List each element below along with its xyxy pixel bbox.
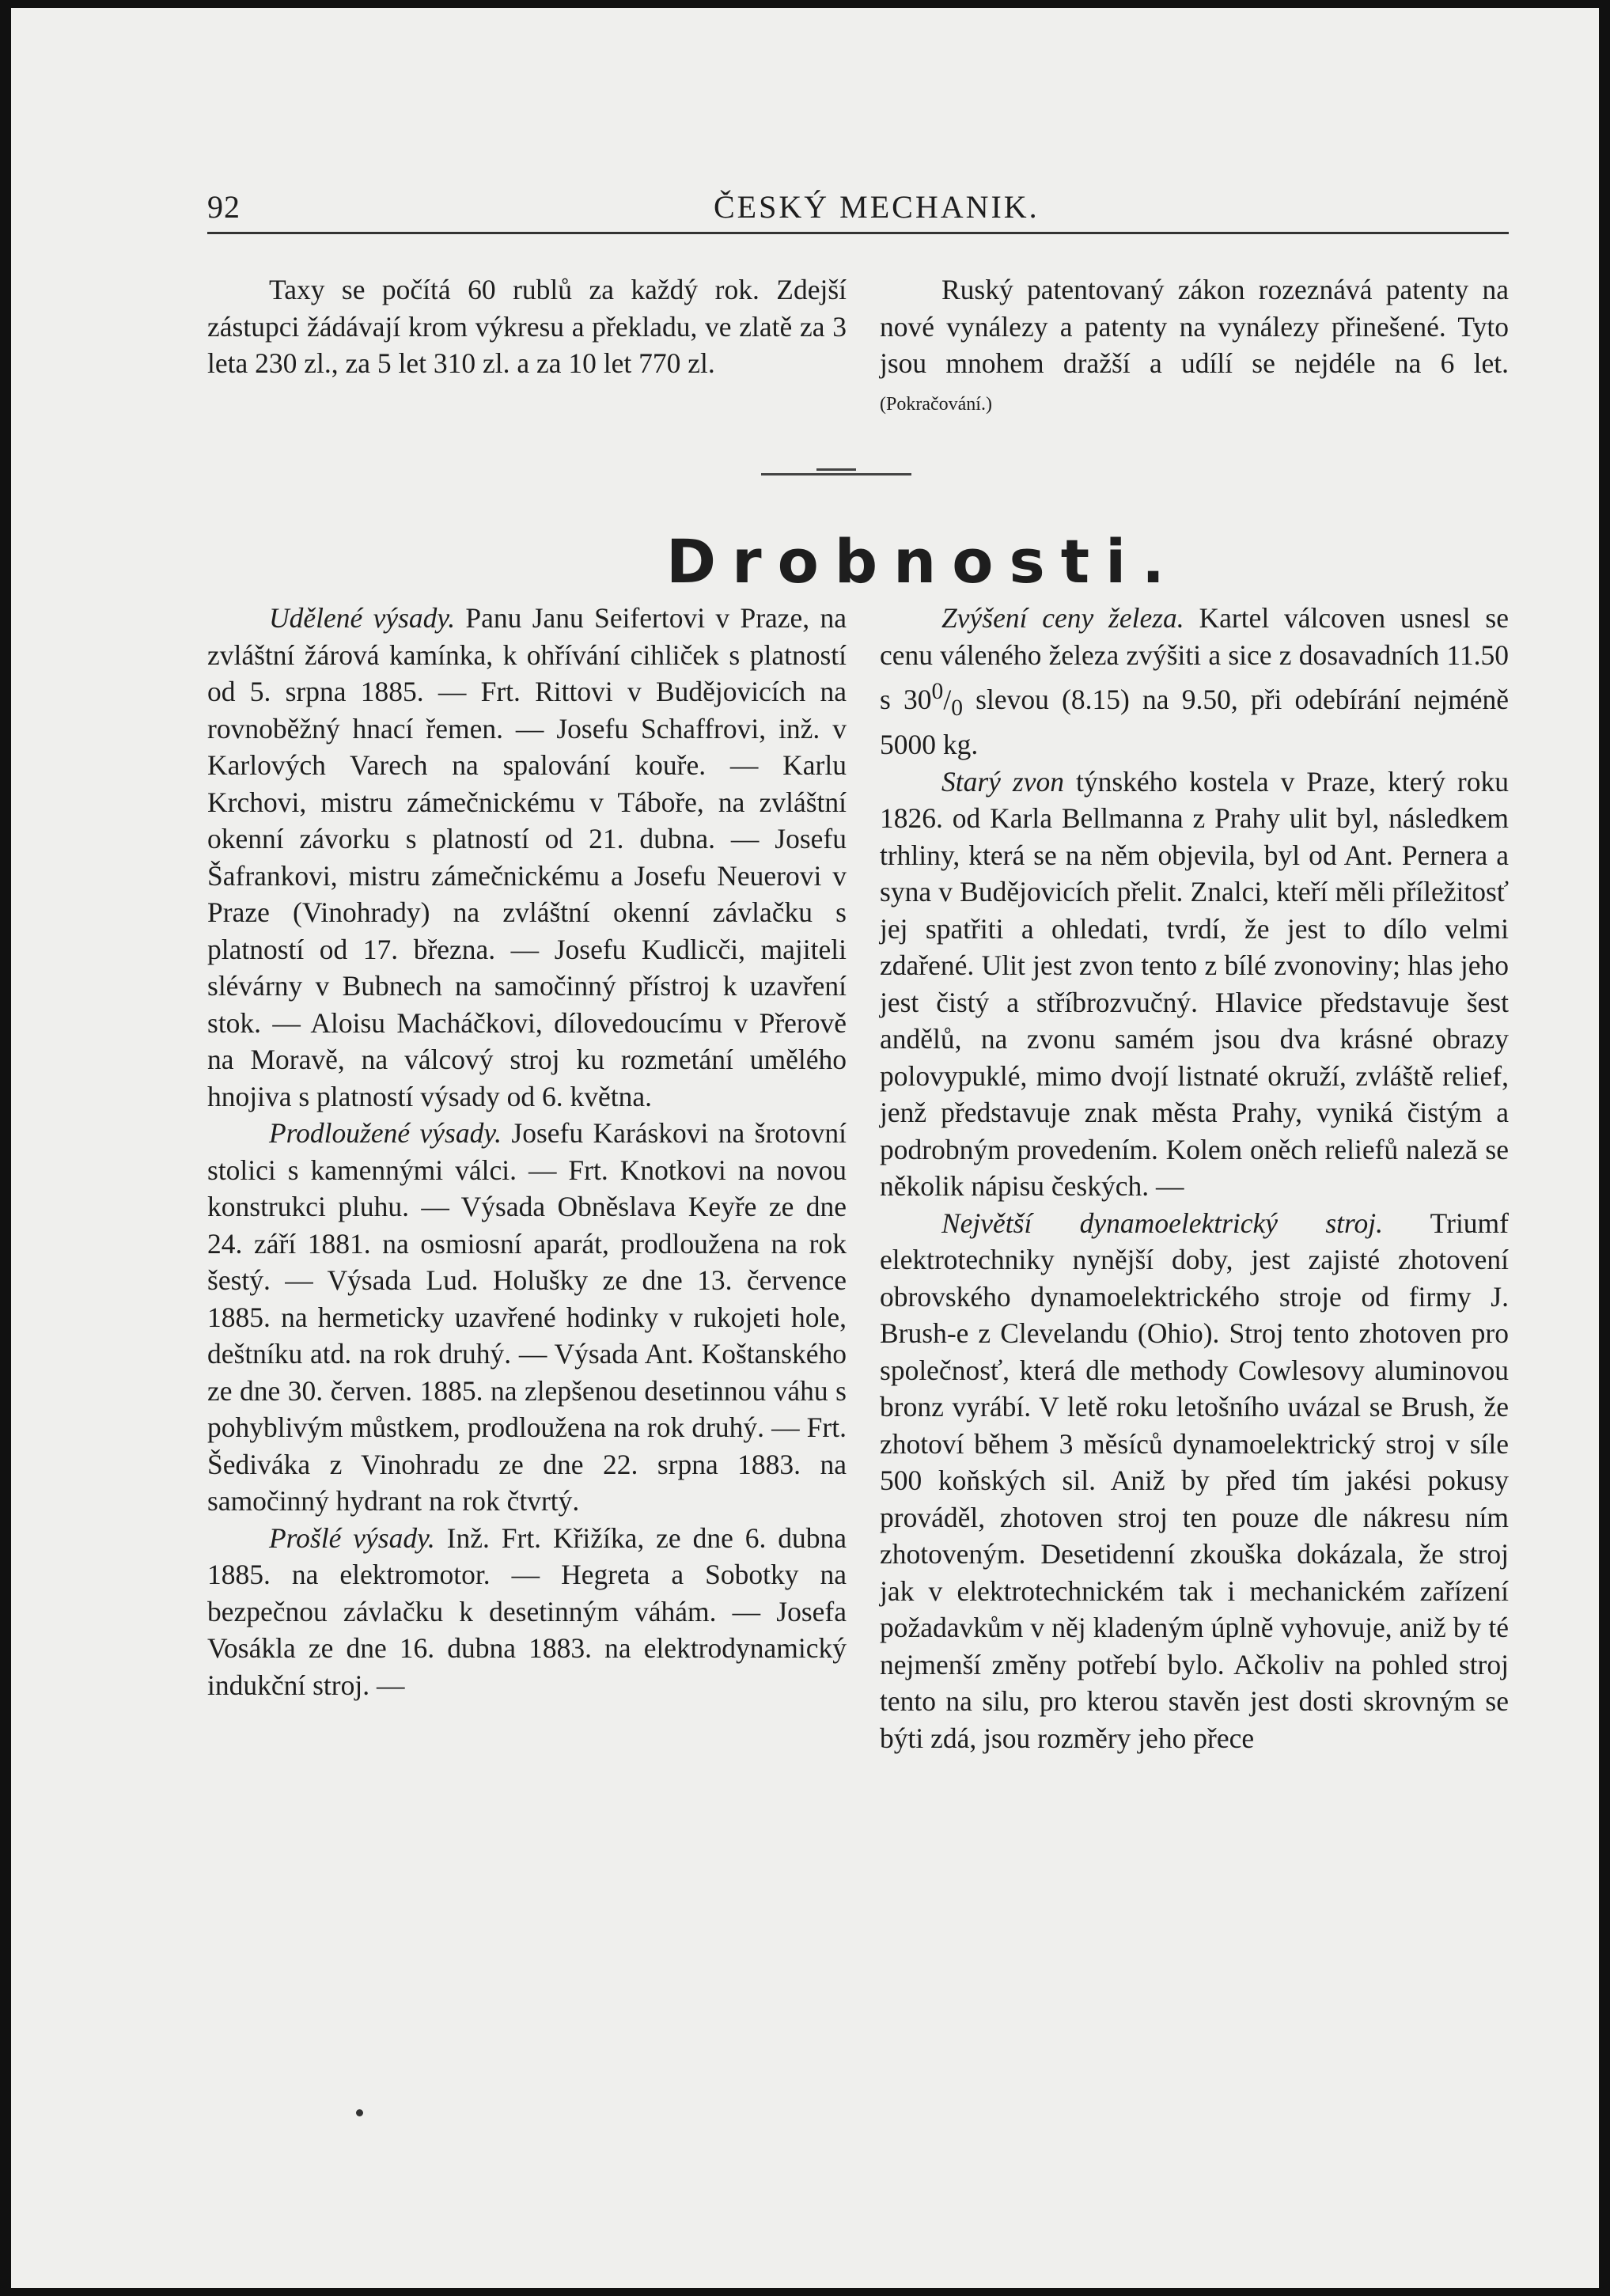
right-column (880, 600, 1509, 1756)
russian-patent-text: Ruský patentovaný zákon rozeznává patenty na nové vynálezy a patenty na vynálezy přinešené. Tyto jsou mnohem dražší a udílí se nejdéle na 6 let. (880, 274, 1509, 379)
old-bell-text: týnského kostela v Praze, který roku 1826. od Karla Bellmanna z Prahy ulit byl, následkem trhliny, která se na něm objevila, byl od Ant. Pernera a syna v Budějovicích přelit. Znalci, kteří měli příležitosť jej spatřiti a ohledati, tvrdí, že jest to dílo velmi zdařené. Ulit jest zvon tento z bílé zvonoviny; hlas jeho jest čistý a stříbrozvučný. Hlavice představuje šest andělů, na zvonu samém jsou dva krásné obrazy polovypuklé, mimo dvojí listnaté okruží, zvláště relief, jenž představuje znak města Prahy, vyniká čistým a podrobným provedením. Kolem oněch reliefů naleză se několik nápisu českých. — (880, 765, 1509, 1203)
old-bell-paragraph (880, 763, 1509, 1205)
iron-price-paragraph: Zvýšení ceny železa. Kartel válcoven usnesl se cenu váleného železa zvýšiti a sice z dosavadních 11.50 s $30^0/_0$ slevou (8.15) na 9.50, při odebírání nejméně 5000 kg. (880, 602, 1510, 761)
left-column (207, 600, 847, 1703)
granted-patents-heading: Udělené výsady. (269, 602, 456, 634)
extended-patents-heading: Prodloužené výsady. (269, 1117, 502, 1149)
extended-patents-text: Josefu Karáskovi na šrotovní stolici s kamennými válci. — Frt. Knotkovi na novou konstrukci pluhu. — Výsada Obněslava Keyře ze dne 24. září 1881. na osmiosní aparát, prodloužena na rok šestý. — Výsada Lud. Holušky ze dne 13. července 1885. na hermeticky uzavřené hodinky v rukojeti hole, deštníku atd. na rok druhý. — Výsada Ant. Koštanského ze dne 30. červen. 1885. na zlepšenou desetinnou váhu s pohyblivým můstkem, prodloužena na rok druhý. — Frt. Šediváka z Vinohradu ze dne 22. srpna 1883. na samočinný hydrant na rok čtvrtý. (207, 1117, 847, 1517)
section-divider-ornament (816, 468, 856, 471)
page-header (207, 188, 1509, 228)
russian-patent-paragraph (880, 271, 1509, 422)
granted-patents-text: Panu Janu Seifertovi v Praze, na zvláštní žárová kamínka, k ohřívání cihliček s platností od 5. srpna 1885. — Frt. Rittovi v Budějovicích na rovnoběžný hnací řemen. — Josefu Schaffrovi, inž. v Karlových Varech na spalování kouře. — Karlu Krchovi, mistru zámečnickému v Táboře, na zvláštní okenní závorku s platností od 21. dubna. — Josefu Šafrankovi, mistru zámečnickému a Josefu Neuerovi v Praze (Vinohrady) na zvláštní okenní závlačku s platností od 17. března. — Josefu Kudlicči, majiteli slévárny v Bubnech na samočinný přístroj k uzavření stok. — Aloisu Macháčkovi, dílovedoucímu v Přerově na Moravě, na válcový stroj ku rozmetání umělého hnojiva s platností výsady od 6. května. (207, 602, 847, 1112)
expired-patents-heading: Prošlé výsady. (269, 1521, 435, 1554)
top-right-column (880, 271, 1509, 422)
dynamo-paragraph (880, 1205, 1509, 1757)
top-left-column (207, 271, 847, 382)
expired-patents-paragraph (207, 1520, 847, 1704)
dynamo-heading: Největší dynamoelektrický stroj. (941, 1207, 1383, 1239)
section-title: Drobnosti. (666, 526, 1180, 597)
percent-sub: 0 (951, 695, 963, 721)
expired-patents-text: Inž. Frt. Křižíka, ze dne 6. dubna 1885. na elektromotor. — Hegreta a Sobotky na bezpečnou závlačku k desetinným váhám. — Josefa Vosákla ze dne 16. dubna 1883. na elektrodynamický indukční stroj. — (207, 1521, 847, 1701)
percent-sup: 0 (931, 679, 944, 704)
iron-price-heading: Zvýšení ceny železa. (941, 602, 1184, 634)
granted-patents-paragraph (207, 600, 847, 1115)
header-rule (207, 232, 1509, 234)
continued-note: (Pokračování.) (880, 393, 992, 415)
running-head: ČESKÝ MECHANIK. (714, 189, 1040, 225)
iron-price-text-a: Kartel válcoven usnesl se cenu váleného železa zvýšiti a sice z dosavadních 11.50 s 30 (880, 602, 1510, 715)
iron-price-text-b: slevou (8.15) na 9.50, při odebírání nejméně 5000 kg. (880, 683, 1509, 761)
dynamo-text: Triumf elektrotechniky nynější doby, jest zajisté zhotovení obrovského dynamoelektrického stroje od firmy J. Brush-e z Clevelandu (Ohio). Stroj tento zhotoven pro společnosť, která dle methody Cowlesovy aluminovou bronz vyrábí. V letě roku letošního uvázal se Brush, že zhotoví během 3 měsíců dynamoelektrický stroj v síle 500 koňských sil. Aniž by před tím jakési pokusy prováděl, zhotoven stroj ten pouze dle nákresu ním zhotoveným. Desetidenní zkouška dokázala, že stroj jak v elektrotechnickém tak i mechanickém zařízení požadavkům v něj kladeným úplně vyhovuje, aniž by té nejmenší změny potřebí bylo. Ačkoliv na pohled stroj tento na silu, pro kterou stavěn jest dosti skrovným se býti zdá, jsou rozměry jeho přece (880, 1207, 1509, 1754)
extended-patents-paragraph (207, 1115, 847, 1520)
old-bell-heading: Starý zvon (941, 765, 1064, 798)
patent-tax-paragraph: Taxy se počítá 60 rublů za každý rok. Zdejší zástupci žádávají krom výkresu a překladu, ve zlatě za 3 leta 230 zl., za 5 let 310 zl. a za 10 let 770 zl. (207, 274, 847, 379)
print-speck (356, 2109, 363, 2116)
page-number: 92 (207, 189, 241, 225)
section-divider (761, 473, 911, 475)
